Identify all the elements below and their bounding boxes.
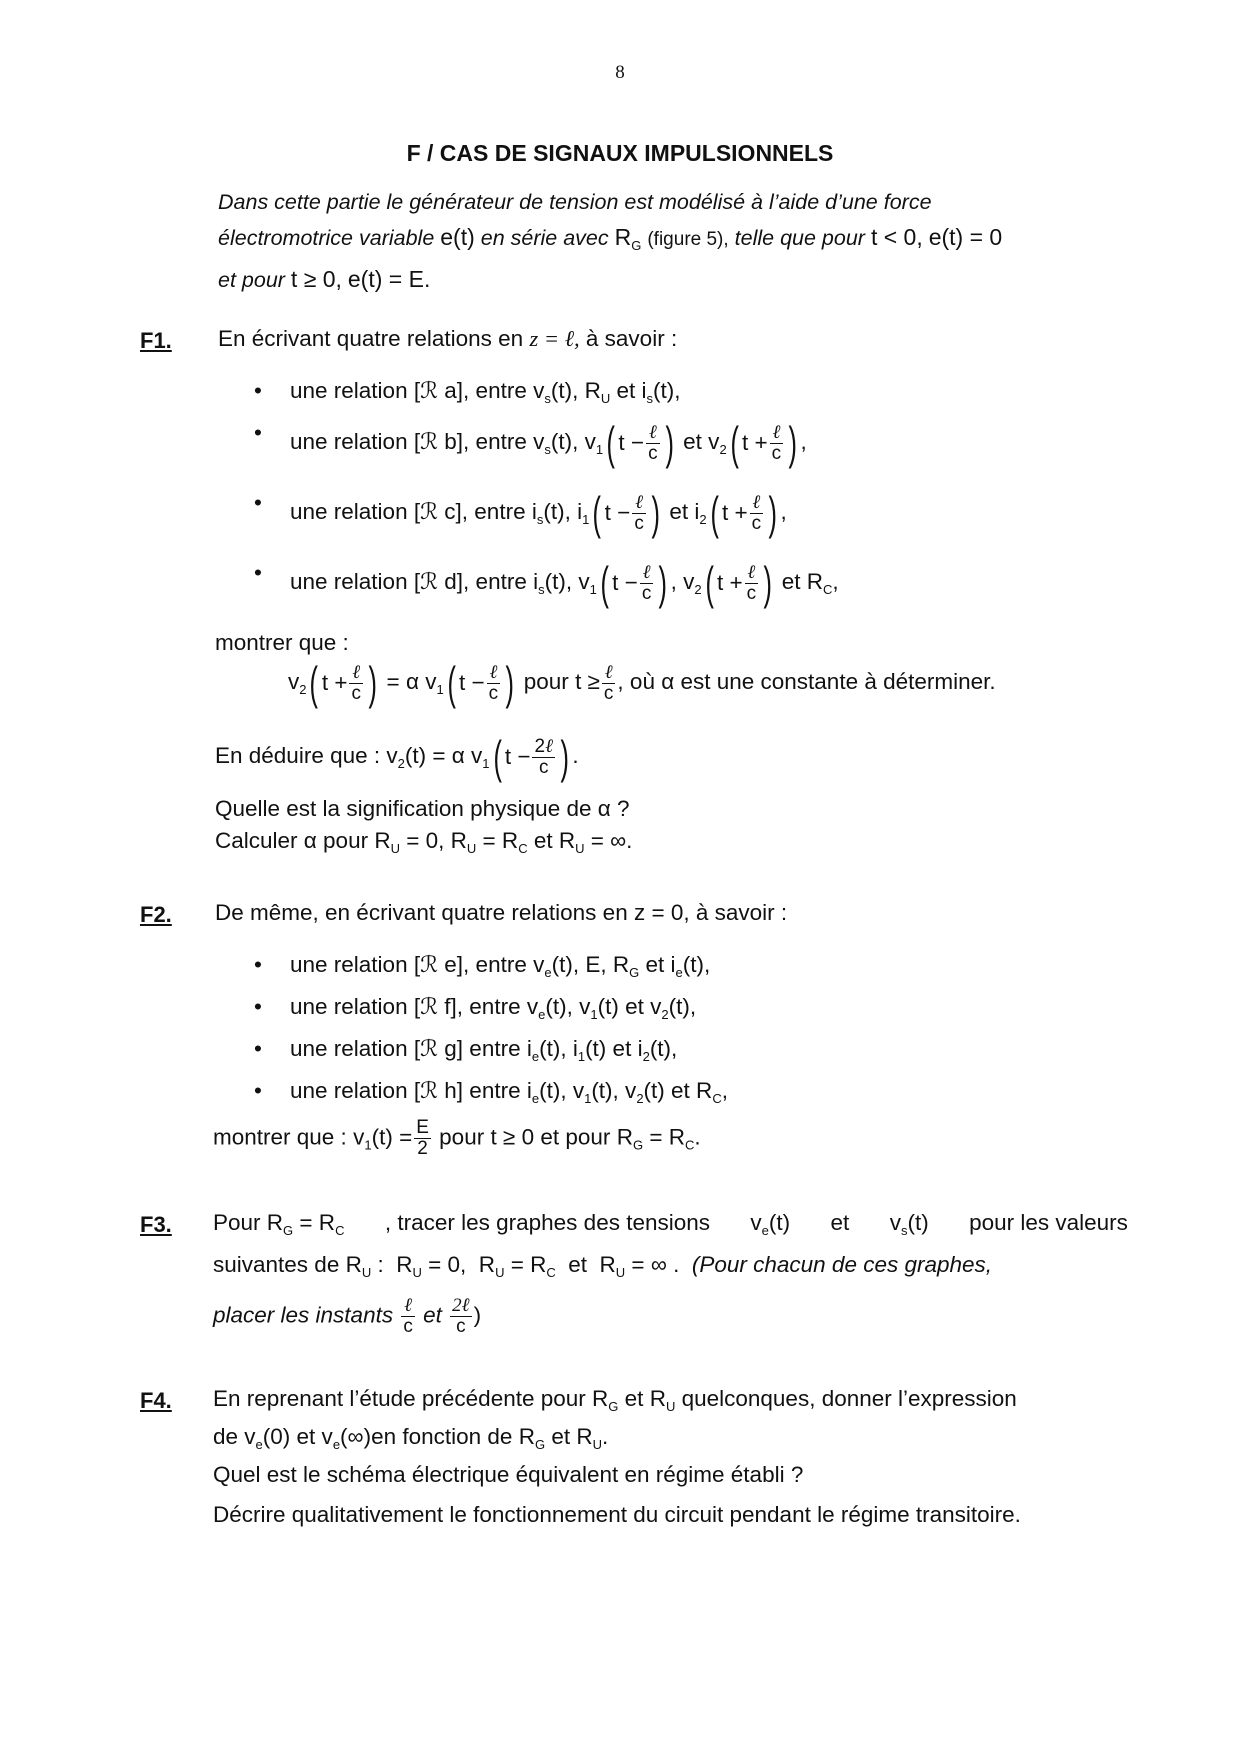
intro-line-2: électromotrice variable e(t) en série avec $R_G$ (figure 5), telle que pour t < 0, e(t) = 0: [218, 224, 1003, 253]
question-tag-f1: F1.: [140, 328, 172, 353]
f1-bullet-a: • une relation [ℛ a], entre $v_s(t)$, $R_U$ et $i_s(t)$,: [290, 378, 681, 404]
f2-show: montrer que : $v_1(t)$ = $\frac{E}{2}$ pour t ≥ 0 et pour $R_G = R_C$.: [213, 1117, 701, 1159]
f4-line-2: de $v_e(0)$ et $v_e(\infty)en$ fonction de $R_G$ et $R_U$.: [213, 1424, 609, 1452]
question-tag-f4: F4.: [140, 1388, 172, 1413]
f4-line-1: En reprenant l’étude précédente pour $R_G$ et $R_U$ quelconques, donner l’expression: [213, 1386, 1017, 1414]
f4-line-3: Quel est le schéma électrique équivalent en régime établi ?: [213, 1462, 804, 1487]
f4-line-4: Décrire qualitativement le fonctionnement du circuit pendant le régime transitoire.: [213, 1502, 1021, 1527]
f1-question-1: Quelle est la signification physique de α ?: [215, 796, 630, 821]
f1-lead: En écrivant quatre relations en z = ℓ, à savoir :: [218, 326, 678, 351]
f2-bullet-g: • une relation [ℛ g] entre $i_e(t)$, $i_1(t)$ et $i_2(t)$,: [290, 1036, 677, 1062]
f2-lead: De même, en écrivant quatre relations en z = 0, à savoir :: [215, 900, 788, 925]
f1-bullet-b: • une relation [ℛ b], entre $v_s(t)$, $v_1$ ( t − $\frac{\text{ℓ}}{c}$ ) et $v_2$ ( t + $\frac{\text{ℓ}}{c}$ ) ,: [290, 420, 807, 466]
question-tag-f2: F2.: [140, 902, 172, 927]
f3-line-1: Pour $R_G = R_C$ , tracer les graphes des tensions $v_e(t)$ et $v_s(t)$ pour les valeurs: [213, 1210, 1128, 1238]
f1-deduce: En déduire que : $v_2(t) = \alpha$ $v_1$ ( t − $\frac{\text{2ℓ}}{c}$ ) .: [215, 731, 579, 783]
question-tag-f3: F3.: [140, 1212, 172, 1237]
f1-bullet-d: • une relation [ℛ d], entre $i_s(t)$, $v_1$ ( t − $\frac{\text{ℓ}}{c}$ ) , $v_2$ ( t + $\frac{\text{ℓ}}{c}$ ) et $R_C$,: [290, 560, 839, 606]
f2-bullet-f: • une relation [ℛ f], entre $v_e(t)$, $v_1(t)$ et $v_2(t)$,: [290, 994, 696, 1020]
f1-equation-1: $v_2$ ( t + $\frac{\text{ℓ}}{c}$ ) = α $v_1$ ( t − $\frac{\text{ℓ}}{c}$ ) pour t ≥ $\frac{\text{ℓ}}{c}$ , où α est une constante à déterminer.: [288, 657, 996, 709]
f3-line-2: suivantes de $R_U$ : $R_U = 0$, $R_U = R_C$ et $R_U$ = ∞ . (Pour chacun de ces graphes,: [213, 1252, 993, 1280]
intro-line-1: Dans cette partie le générateur de tension est modélisé à l’aide d’une force: [218, 190, 932, 214]
f3-line-3: placer les instants $\frac{\text{ℓ}}{c}$ et $\frac{\text{2ℓ}}{c}$ ): [213, 1295, 482, 1337]
page-number: 8: [615, 62, 625, 83]
f1-bullet-c: • une relation [ℛ c], entre $i_s(t)$, $i_1$ ( t − $\frac{\text{ℓ}}{c}$ ) et $i_2$ ( t + $\frac{\text{ℓ}}{c}$ ) ,: [290, 490, 787, 536]
section-title: F / CAS DE SIGNAUX IMPULSIONNELS: [406, 140, 834, 166]
f2-bullet-e: • une relation [ℛ e], entre $v_e(t)$, E, $R_G$ et $i_e(t)$,: [290, 952, 710, 978]
f1-show: montrer que :: [215, 630, 349, 655]
intro-line-3: et pour t ≥ 0, e(t) = E.: [218, 266, 431, 292]
f1-question-2: Calculer α pour $R_U = 0$, $R_U = R_C$ et $R_U$ = ∞.: [215, 828, 633, 856]
f2-bullet-h: • une relation [ℛ h] entre $i_e(t)$, $v_1(t)$, $v_2(t)$ et $R_C$,: [290, 1078, 728, 1104]
